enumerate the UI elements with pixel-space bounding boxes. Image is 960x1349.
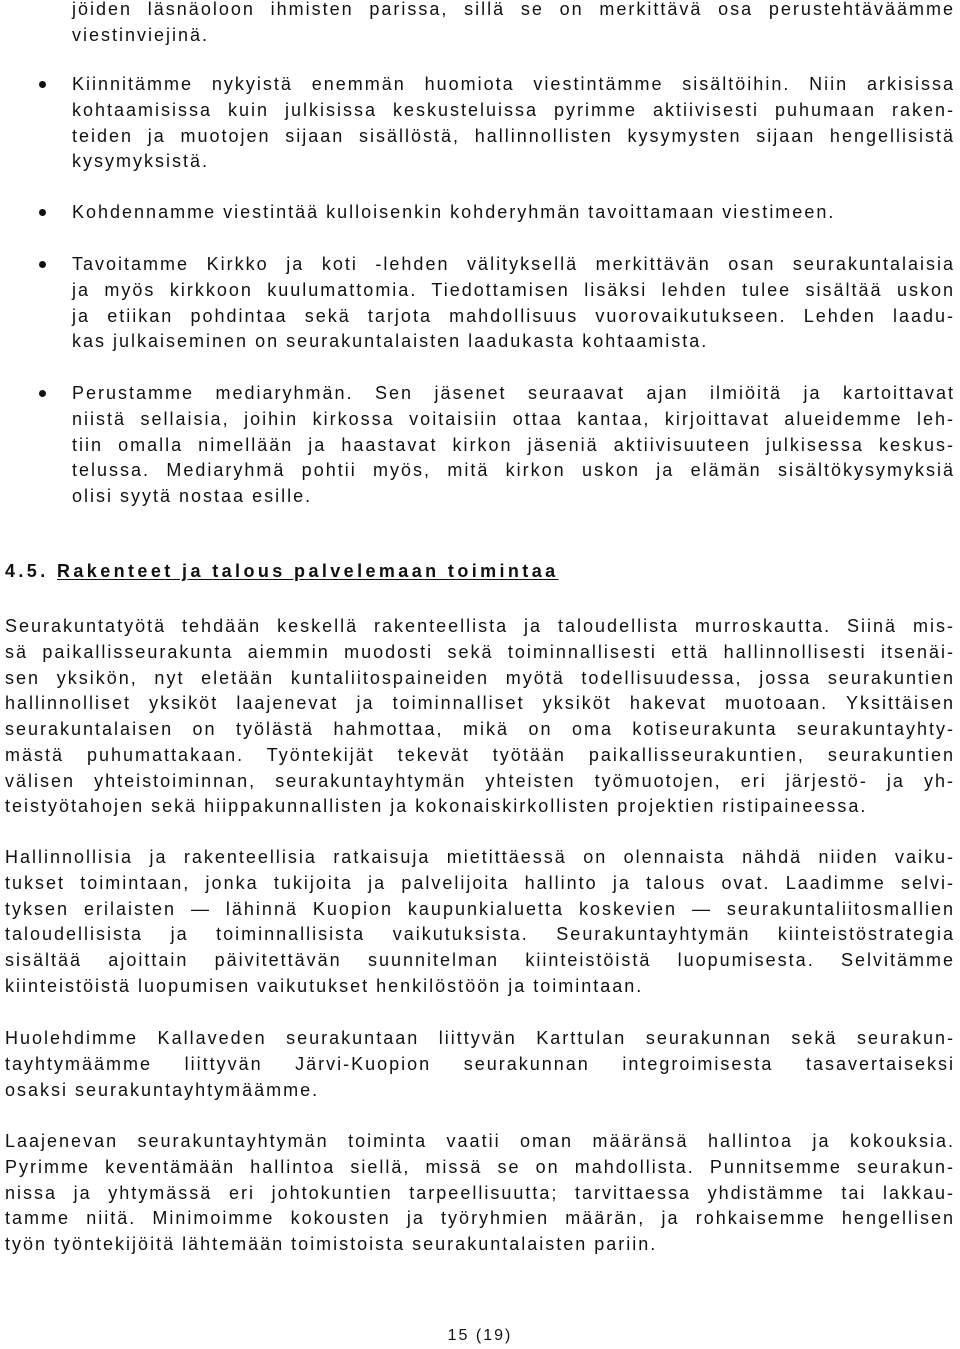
text-line: hallinnolliset yksiköt laajenevat ja toiminnalliset yksiköt hakevat muotoaan. Yksittäisen [5,693,955,714]
section-title: Rakenteet ja talous palvelemaan toimintaa [57,561,559,581]
text-line: sen yksikön, nyt eletään kuntaliitospaineiden myötä todellisuudessa, jossa seurakuntien [5,667,955,688]
text-line: kiinteistöistä luopumisen vaikutukset henkilöstöön ja toimintaan. [5,975,644,996]
text-line: tyksen erilaisten — lähinnä Kuopion kaupunkialuetta koskevien — seurakuntaliitosmallien [5,898,955,919]
bullet-icon [39,390,46,397]
text-line: ja etiikan pohdintaa sekä tarjota mahdollisuus vuorovaikutukseen. Lehden laadu- [72,305,955,326]
text-line: työn työntekijöitä lähtemään toimistoista seurakuntalaisten pariin. [5,1234,658,1254]
bullet-item [72,200,955,226]
text-line: kohtaamisissa kuin julkisissa keskusteluissa pyrimme aktiivisesti puhumaan raken- [72,99,955,120]
paragraph [5,614,955,820]
text-line: sisältää ajoittain päivitettävän suunnitelman kiinteistöistä luopumisesta. Selvitämme [5,950,955,970]
text-line: tiin omalla nimellään ja haastavat kirkon jäseniä aktiivisuuteen julkisessa keskus- [72,434,955,455]
section-number: 4.5. [5,561,49,581]
text-line: Kiinnitämme nykyistä enemmän huomiota viestintämme sisältöihin. Niin arkisissa [72,74,955,94]
text-line: Hallinnollisia ja rakenteellisia ratkaisuja mietittäessä on olennaista nähdä niiden vaiku- [5,847,955,867]
text-line: viestinviejinä. [72,24,210,45]
paragraph [5,1026,955,1103]
text-line: tukset toimintaan, jonka tukijoita ja palvelijoita hallinto ja talous ovat. Laadimme selvi- [5,872,955,893]
page-number: 15 (19) [447,1327,513,1344]
text-line: osaksi seurakuntayhtymäämme. [5,1079,320,1100]
text-line: Huolehdimme Kallaveden seurakuntaan liittyvän Karttulan seurakunnan sekä seurakun- [5,1028,955,1048]
bullet-icon [39,261,46,268]
text-line: Perustamme mediaryhmän. Sen jäsenet seuraavat ajan ilmiöitä ja kartoittavat [72,383,955,403]
bullet-icon [39,81,46,88]
text-line: Seurakuntatyötä tehdään keskellä rakenteellista ja taloudellista murroskautta. Siinä mis- [5,616,955,636]
bullet-icon [39,209,46,216]
text-line: mästä puhumattakaan. Työntekijät tekevät työtään paikallisseurakuntien, seurakuntien [5,744,955,765]
text-line: Tavoitamme Kirkko ja koti -lehden välityksellä merkittävän osan seurakuntalaisia [72,254,955,274]
bullet-item [72,252,955,355]
text-line: tayhtymäämme liittyvän Järvi-Kuopion seurakunnan integroimisesta tasavertaiseksi [5,1053,955,1074]
text-line: nissa ja yhtymässä eri johtokuntien tarpeellisuutta; tarvittaessa yhdistämme tai lakkau- [5,1182,955,1203]
text-line: teistyötahojen sekä hiippakunnallisten ja kokonaiskirkollisten projektien ristipaineessa. [5,796,868,817]
text-line: jöiden läsnäoloon ihmisten parissa, sillä se on merkittävä osa perustehtäväämme [72,0,955,19]
text-line: Laajenevan seurakuntayhtymän toiminta vaatii oman määränsä hallintoa ja kokouksia. [5,1131,955,1151]
text-line: niistä sellaisia, joihin kirkossa voitaisiin ottaa kantaa, kirjoittavat alueidemme leh- [72,408,955,429]
text-line: teiden ja muotojen sijaan sisällöstä, hallinnollisten kysymysten sijaan hengellisistä [72,125,955,146]
text-line: ja myös kirkkoon kuulumattomia. Tiedottamisen lisäksi lehden tulee sisältää uskon [72,279,955,300]
text-line: tamme niitä. Minimoimme kokousten ja työryhmien määrän, ja rohkaisemme hengellisen [5,1208,955,1229]
bullet-item [72,72,955,175]
text-line: telussa. Mediaryhmä pohtii myös, mitä kirkon uskon ja elämän sisältökysymyksiä [72,460,955,481]
text-line: seurakuntalaisen on työlästä hahmottaa, mikä on oma kotiseurakunta seurakuntayhty- [5,719,955,739]
intro-paragraph [72,0,955,49]
bullet-item [72,381,955,510]
section-heading [5,559,955,585]
paragraph [5,1129,955,1258]
text-line: Pyrimme keventämään hallintoa siellä, missä se on mahdollista. Punnitsemme seurakun- [5,1156,955,1177]
text-line: välisen yhteistoiminnan, seurakuntayhtymän yhteisten työmuotojen, eri järjestö- ja yh- [5,770,955,791]
text-line: taloudellisista ja toiminnallisista vaikutuksista. Seurakuntayhtymän kiinteistöstrategia [5,924,955,945]
text-line: olisi syytä nostaa esille. [72,486,313,506]
text-line: sä paikallisseurakunta aiemmin muodosti sekä toiminnallisesti että hallinnollisesti itsenäi- [5,641,955,662]
text-line: kysymyksistä. [72,151,210,172]
paragraph [5,845,955,1000]
text-line: Kohdennamme viestintää kulloisenkin kohderyhmän tavoittamaan viestimeen. [72,202,836,222]
text-line: kas julkaiseminen on seurakuntalaisten laadukasta kohtaamista. [72,331,709,352]
